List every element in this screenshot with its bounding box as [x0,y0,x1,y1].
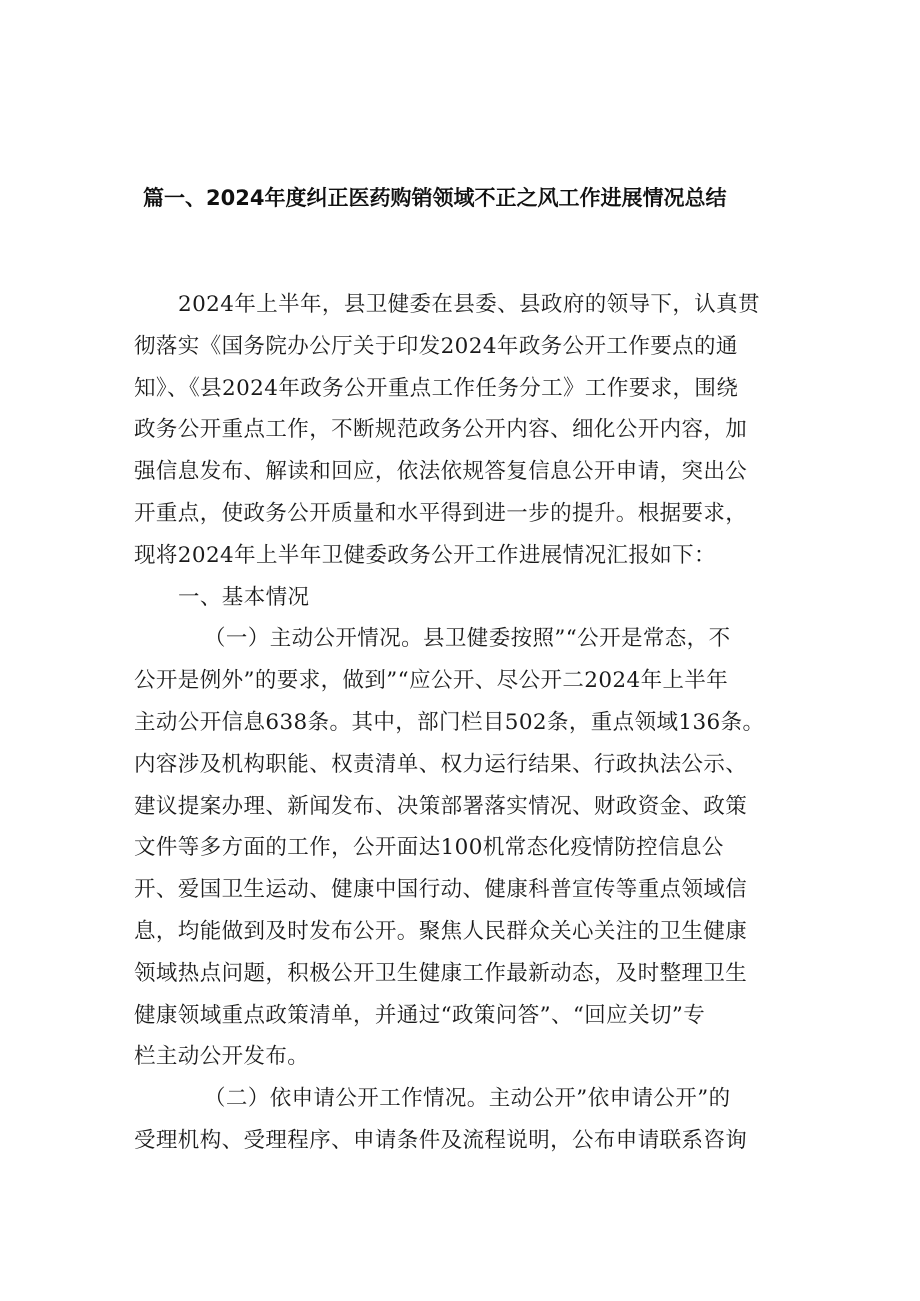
paragraph-line: 2024年上半年，县卫健委在县委、县政府的领导下，认真贯 [178,292,760,317]
paragraph-line: 知》、《县2024年政务公开重点工作任务分工》工作要求，围绕 [134,375,739,401]
paragraph-line: 文件等多方面的工作，公开面达100机常态化疫情防控信息公 [134,835,724,861]
paragraph-line: 开重点，使政务公开质量和水平得到进一步的提升。根据要求， [134,500,748,526]
paragraph-line: 开、爱国卫生运动、健康中国行动、健康科普宣传等重点领域信 [134,877,748,903]
paragraph-line: 内容涉及机构职能、权责清单、权力运行结果、行政执法公示、 [134,751,748,777]
paragraph-intro [134,284,784,1162]
paragraph-line: 领域热点问题，积极公开卫生健康工作最新动态，及时整理卫生 [134,960,748,986]
paragraph-line: 主动公开信息638条。其中，部门栏目502条，重点领域136条。 [134,709,765,735]
section-heading-basic: 一、基本情况 [178,584,310,610]
paragraph-line: 政务公开重点工作，不断规范政务公开内容、细化公开内容，加 [134,417,748,443]
document-title: 篇一、2024年度纠正医药购销领域不正之风工作进展情况总结 [143,186,727,210]
paragraph-line: 健康领域重点政策清单，并通过“政策问答”、“回应关切”专 [134,1002,706,1028]
paragraph-line: 建议提案办理、新闻发布、决策部署落实情况、财政资金、政策 [134,793,748,819]
paragraph-line: （二）依申请公开工作情况。主动公开”依申请公开”的 [204,1086,731,1112]
paragraph-line: 强信息发布、解读和回应，依法依规答复信息公开申请，突出公 [134,459,748,485]
paragraph-line: （一）主动公开情况。县卫健委按照”“公开是常态，不 [204,626,731,652]
paragraph-line: 息，均能做到及时发布公开。聚焦人民群众关心关注的卫生健康 [134,918,748,944]
paragraph-line: 受理机构、受理程序、申请条件及流程说明，公布申请联系咨询 [134,1127,748,1153]
paragraph-line: 公开是例外”的要求，做到”“应公开、尽公开二2024年上半年 [134,668,729,694]
paragraph-line: 栏主动公开发布。 [134,1044,310,1070]
paragraph-line: 现将2024年上半年卫健委政务公开工作进展情况汇报如下： [134,542,716,568]
paragraph-line: 彻落实《国务院办公厅关于印发2024年政务公开工作要点的通 [134,333,738,359]
